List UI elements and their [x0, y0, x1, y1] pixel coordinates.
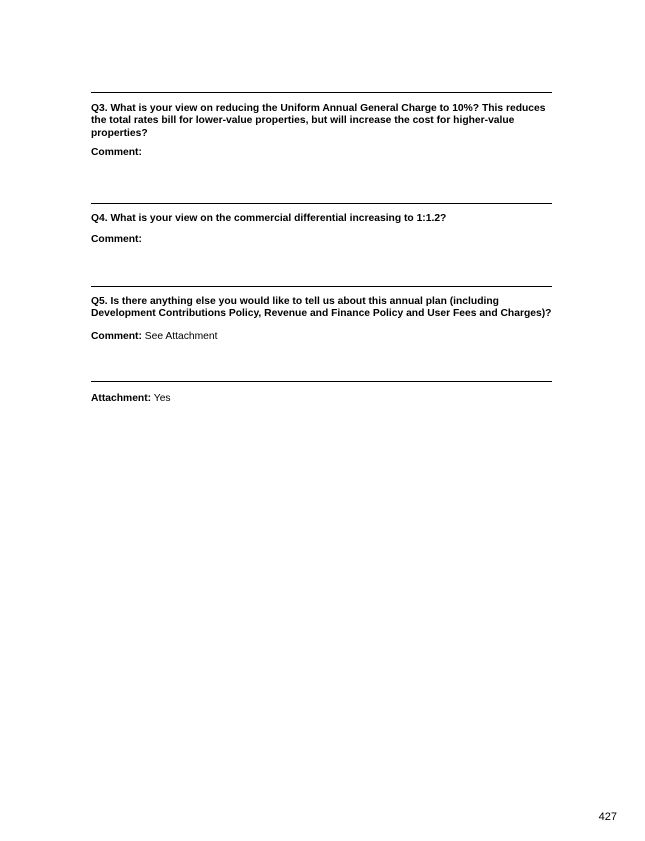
question-4-comment — [91, 234, 561, 246]
comment-label: Comment: — [91, 147, 142, 159]
divider-top — [91, 92, 552, 93]
question-3-section — [91, 103, 561, 160]
question-5-section — [91, 296, 561, 343]
question-5-text: Q5. Is there anything else you would like to tell us about this annual plan (including Development Contributions Policy, Revenue and Finance Policy and User Fees and Charges)? — [91, 296, 552, 320]
attachment-value: Yes — [153, 393, 171, 404]
question-3-text: Q3. What is your view on reducing the Uniform Annual General Charge to 10%? This reduces the total rates bill for lower-value properties, but will increase the cost for higher-value properties? — [91, 103, 546, 139]
divider-after-q3 — [91, 203, 552, 204]
page-number: 427 — [598, 811, 617, 823]
divider-after-q4 — [91, 286, 552, 287]
comment-label: Comment: — [91, 330, 142, 342]
attachment-line — [91, 393, 561, 405]
attachment-label: Attachment: — [91, 393, 152, 404]
question-4-section — [91, 213, 561, 247]
question-4-text: Q4. What is your view on the commercial differential increasing to 1:1.2? — [91, 213, 447, 224]
comment-label: Comment: — [91, 234, 142, 246]
divider-after-q5 — [91, 381, 552, 382]
comment-value: See Attachment — [144, 330, 218, 342]
question-3-comment — [91, 147, 561, 159]
question-5-comment — [91, 331, 561, 343]
attachment-section — [91, 393, 561, 405]
